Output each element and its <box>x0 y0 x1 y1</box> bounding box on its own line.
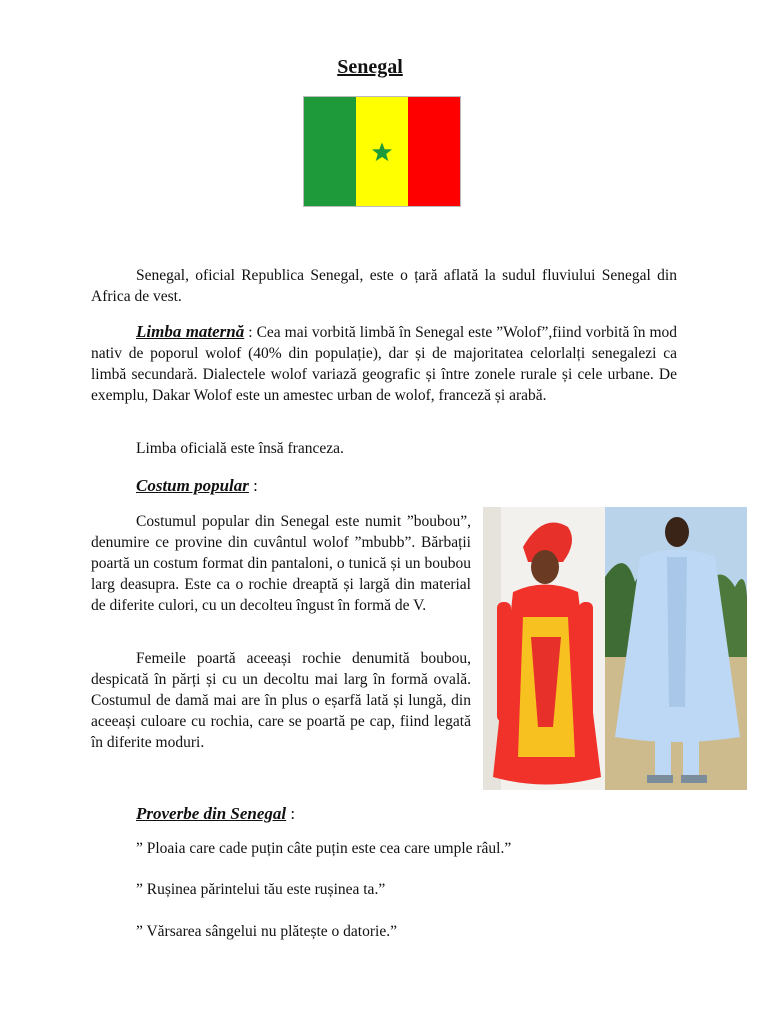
proverbe-heading: Proverbe din Senegal <box>136 804 287 823</box>
proverb-item: ” Vărsarea sângelui nu plătește o datorie.” <box>136 923 397 940</box>
flag-band-green <box>304 97 356 206</box>
limba-text: Cea mai vorbită limbă în Senegal este ”Wolof”,fiind vorbită în mod nativ de poporul wolof (40% din populație), dar și de majoritatea celorlalți senegalezi ca limbă secundară. Dialectele wolof variază geografic și între zonele rurale și cele urbane. De exemplu, Dakar Wolof este un amestec urban de wolof, franceză și arabă. <box>91 324 677 404</box>
costum-heading-line <box>136 476 258 496</box>
costum-paragraph-1: Costumul popular din Senegal este numit ”boubou”, denumire ce provine din cuvântul wolof ”mbubb”. Bărbații poartă un costum format din pantaloni, o tunică și un boubou larg deasupra. Este ca o rochie dreaptă și largă din material de diferite culori, cu un decolteu îngust în formă de V. <box>91 513 471 614</box>
flag-band-red <box>408 97 460 206</box>
limba-heading: Limba maternă <box>136 322 245 341</box>
star-icon <box>371 141 393 163</box>
woman-boubou-photo <box>483 507 605 790</box>
costum-heading: Costum popular <box>136 476 249 495</box>
costum-sep: : <box>248 476 258 495</box>
proverbe-sep: : <box>286 804 296 823</box>
man-boubou-photo <box>605 507 747 790</box>
limba-sep: : <box>244 324 257 341</box>
limba-paragraph <box>91 321 677 406</box>
proverbe-heading-line <box>136 804 295 824</box>
proverb-item: ” Rușinea părintelui tău este rușinea ta.” <box>136 881 386 898</box>
limba-oficiala: Limba oficială este însă franceza. <box>136 440 344 457</box>
flag-band-yellow <box>356 97 408 206</box>
costume-photos <box>483 507 747 790</box>
senegal-flag <box>303 96 461 207</box>
proverb-item: ” Ploaia care cade puțin câte puțin este cea care umple râul.” <box>136 840 512 857</box>
costum-paragraph-2: Femeile poartă aceeași rochie denumită boubou, despicată în părți și cu un decoltu mai larg în formă ovală. Costumul de damă mai are în plus o eșarfă lată și lungă, din aceeași culoare cu rochia, care se poartă pe cap, fiind legată în diferite moduri. <box>91 650 471 751</box>
page-title: Senegal <box>337 56 403 78</box>
intro-paragraph: Senegal, oficial Republica Senegal, este o țară aflată la sudul fluviului Senegal din Africa de vest. <box>91 267 677 305</box>
